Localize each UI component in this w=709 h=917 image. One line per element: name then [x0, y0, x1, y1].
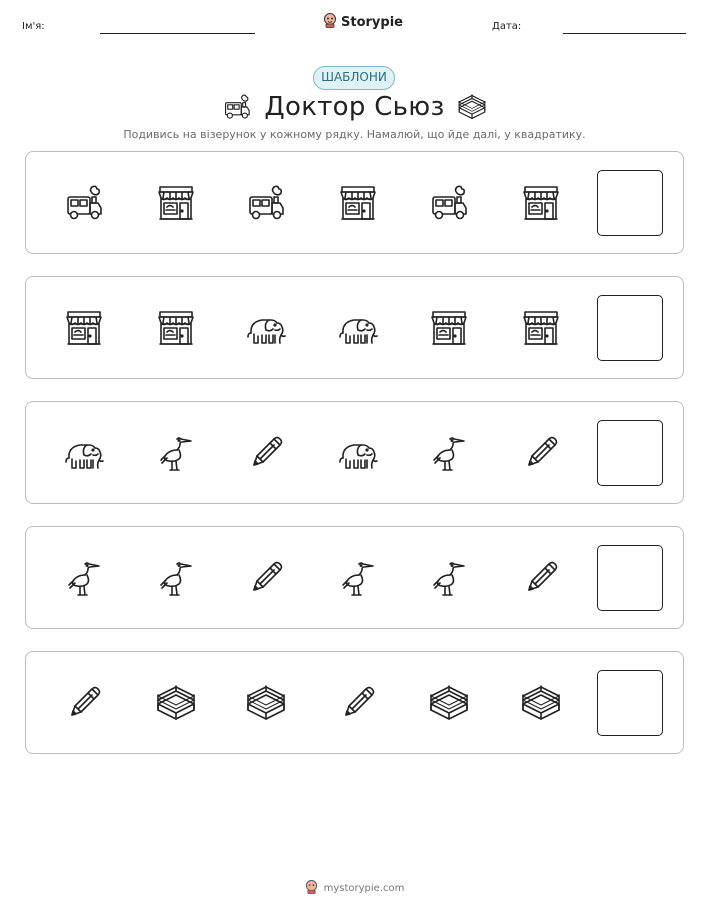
truck-icon — [428, 182, 470, 224]
pattern-row — [25, 151, 684, 254]
title-row — [0, 92, 709, 122]
shop-icon — [520, 182, 562, 224]
pattern-row — [25, 651, 684, 754]
pattern-row — [25, 401, 684, 504]
pencil-icon — [245, 557, 287, 599]
answer-box[interactable] — [597, 170, 663, 236]
boxing-ring-icon — [245, 682, 287, 724]
elephant-icon — [63, 432, 105, 474]
stork-icon — [63, 557, 105, 599]
storypie-mascot-icon — [305, 880, 318, 897]
boxing-ring-icon — [520, 682, 562, 724]
boxing-ring-icon — [457, 92, 487, 122]
stork-icon — [155, 557, 197, 599]
instructions: Подивись на візерунок у кожному рядку. Намалюй, що йде далі, у квадратику. — [123, 128, 586, 141]
brand-name: Storypie — [341, 15, 403, 30]
pencil-icon — [63, 682, 105, 724]
brand-logo — [323, 13, 403, 32]
stork-icon — [428, 432, 470, 474]
shop-icon — [428, 307, 470, 349]
elephant-icon — [337, 307, 379, 349]
storypie-mascot-icon — [323, 13, 337, 32]
pattern-row — [25, 276, 684, 379]
footer — [0, 880, 709, 897]
pattern-row — [25, 526, 684, 629]
boxing-ring-icon — [155, 682, 197, 724]
elephant-icon — [245, 307, 287, 349]
footer-site: mystorypie.com — [323, 883, 405, 894]
pencil-icon — [245, 432, 287, 474]
answer-box[interactable] — [597, 420, 663, 486]
shop-icon — [155, 182, 197, 224]
date-label: Дата: — [492, 21, 522, 32]
pencil-icon — [520, 432, 562, 474]
truck-icon — [222, 92, 252, 122]
stork-icon — [337, 557, 379, 599]
stork-icon — [428, 557, 470, 599]
date-line[interactable] — [563, 33, 686, 34]
name-line[interactable] — [100, 33, 255, 34]
shop-icon — [520, 307, 562, 349]
pencil-icon — [520, 557, 562, 599]
category-badge: ШАБЛОНИ — [313, 66, 395, 90]
answer-box[interactable] — [597, 295, 663, 361]
boxing-ring-icon — [428, 682, 470, 724]
truck-icon — [245, 182, 287, 224]
answer-box[interactable] — [597, 670, 663, 736]
stork-icon — [155, 432, 197, 474]
shop-icon — [337, 182, 379, 224]
pencil-icon — [337, 682, 379, 724]
name-label: Ім'я: — [22, 21, 45, 32]
shop-icon — [63, 307, 105, 349]
page-title: Доктор Сьюз — [264, 92, 445, 122]
shop-icon — [155, 307, 197, 349]
answer-box[interactable] — [597, 545, 663, 611]
elephant-icon — [337, 432, 379, 474]
truck-icon — [63, 182, 105, 224]
